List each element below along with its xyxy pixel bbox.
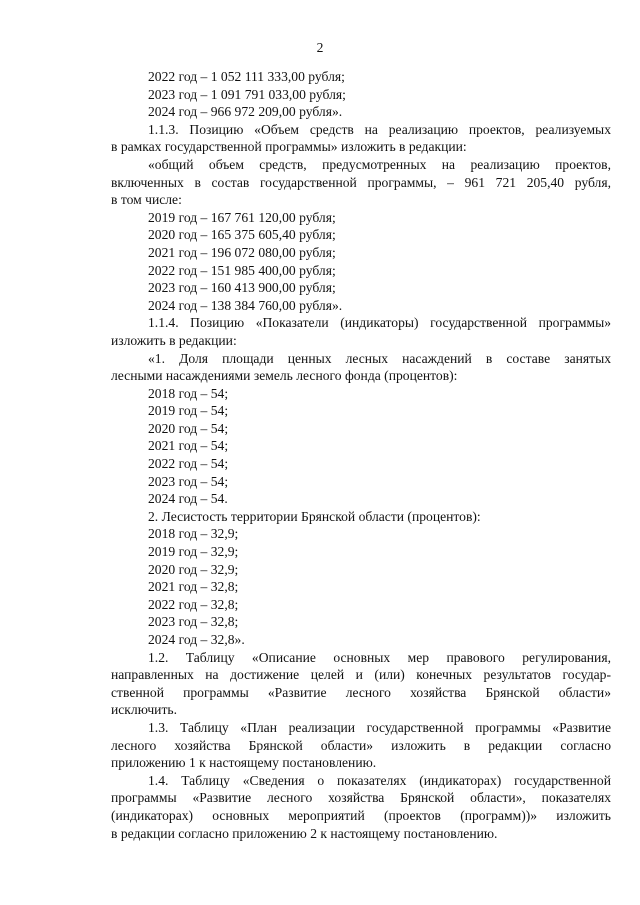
- text-line: 2023 год – 1 091 791 033,00 рубля;: [148, 86, 346, 102]
- text-line: «общий объем средств, предусмотренных на реализацию проектов,: [148, 156, 611, 172]
- text-line: 2020 год – 165 375 605,40 рубля;: [148, 227, 336, 243]
- text-line: ственной программы «Развитие лесного хозяйства Брянской области»: [111, 684, 611, 700]
- text-line: в рамках государственной программы» изложить в редакции:: [111, 139, 467, 155]
- text-line: 2020 год – 54;: [148, 420, 229, 436]
- text-line: 2021 год – 196 072 080,00 рубля;: [148, 244, 336, 260]
- text-line: программы «Развитие лесного хозяйства Брянской области», показателях: [111, 790, 611, 806]
- text-line: в том числе:: [111, 192, 182, 208]
- text-line: 2022 год – 32,8;: [148, 596, 239, 612]
- text-line: 2024 год – 138 384 760,00 рубля».: [148, 297, 343, 313]
- text-line: 2019 год – 54;: [148, 403, 229, 419]
- text-line: 2024 год – 32,8».: [148, 632, 245, 647]
- text-line: исключить.: [111, 702, 177, 718]
- text-line: 1.3. Таблицу «План реализации государственной программы «Развитие: [148, 719, 611, 735]
- text-line: 2024 год – 54.: [148, 491, 228, 507]
- text-line: в редакции согласно приложению 2 к настоящему постановлению.: [111, 825, 498, 841]
- text-line: направленных на достижение целей и (или) конечных результатов государ-: [111, 667, 611, 683]
- text-line: 2023 год – 32,8;: [148, 614, 239, 630]
- text-line: 2020 год – 32,9;: [148, 561, 239, 577]
- document-body: [111, 68, 611, 842]
- text-line: 2018 год – 54;: [148, 385, 229, 401]
- page-number: 2: [316, 40, 324, 55]
- text-line: 1.4. Таблицу «Сведения о показателях (индикаторах) государственной: [148, 772, 611, 788]
- text-line: 2022 год – 54;: [148, 456, 229, 472]
- text-line: приложению 1 к настоящему постановлению.: [111, 755, 377, 771]
- text-line: 1.2. Таблицу «Описание основных мер правового регулирования,: [148, 649, 611, 665]
- text-line: 1.1.3. Позицию «Объем средств на реализацию проектов, реализуемых: [148, 121, 611, 137]
- text-line: (индикаторах) основных мероприятий (проектов (программ))» изложить: [111, 807, 611, 823]
- text-line: 2022 год – 1 052 111 333,00 рубля;: [148, 69, 345, 84]
- text-line: 2021 год – 32,8;: [148, 579, 239, 595]
- text-line: включенных в состав государственной программы, – 961 721 205,40 рубля,: [111, 174, 611, 190]
- text-line: 2021 год – 54;: [148, 438, 229, 454]
- text-line: 2023 год – 54;: [148, 473, 229, 489]
- text-line: 1.1.4. Позицию «Показатели (индикаторы) государственной программы»: [148, 315, 611, 331]
- text-line: 2024 год – 966 972 209,00 рубля».: [148, 104, 343, 120]
- text-line: «1. Доля площади ценных лесных насаждений в составе занятых: [148, 350, 611, 366]
- text-line: 2022 год – 151 985 400,00 рубля;: [148, 262, 336, 278]
- text-line: 2. Лесистость территории Брянской области (процентов):: [148, 508, 481, 524]
- text-line: изложить в редакции:: [111, 332, 237, 348]
- text-line: лесными насаждениями земель лесного фонда (процентов):: [111, 368, 458, 384]
- text-line: лесного хозяйства Брянской области» изложить в редакции согласно: [111, 737, 611, 753]
- text-line: 2018 год – 32,9;: [148, 526, 239, 542]
- text-line: 2023 год – 160 413 900,00 рубля;: [148, 280, 336, 296]
- text-line: 2019 год – 32,9;: [148, 544, 239, 560]
- text-line: 2019 год – 167 761 120,00 рубля;: [148, 209, 336, 225]
